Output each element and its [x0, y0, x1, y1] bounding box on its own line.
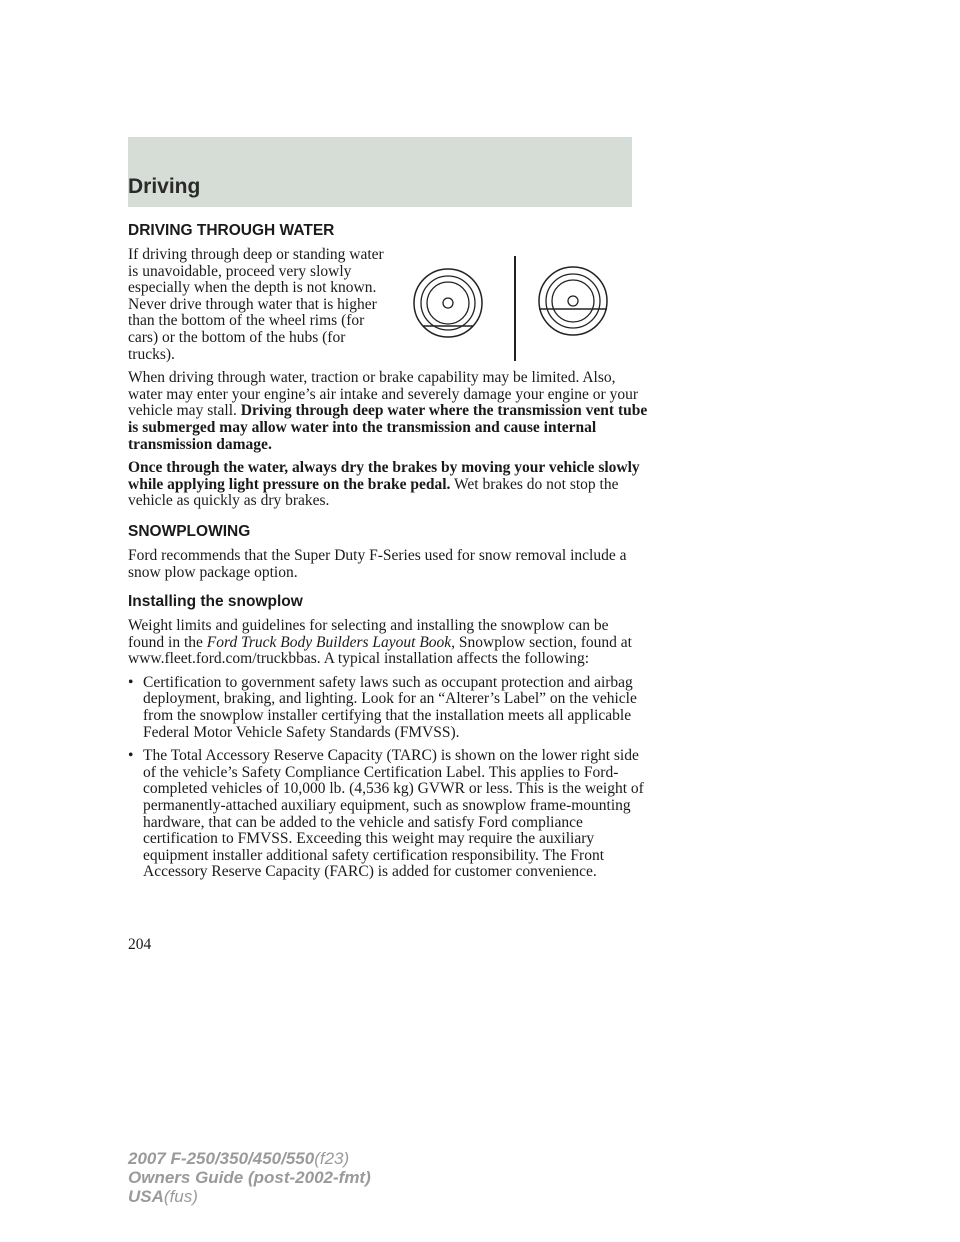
footer-model: 2007 F-250/350/450/550: [128, 1149, 315, 1168]
footer-line-1: [128, 1149, 371, 1168]
wheel-water-level-illustration: [403, 251, 613, 363]
truck-wheel-icon: [539, 267, 607, 335]
page-content: [128, 221, 648, 888]
list-item-text: Certification to government safety laws such as occupant protection and airbag deployment, braking, and lighting. Look for an “Alterer’s Label” on the vehicle from the snowplow installer certifying that the installation meets all applicable Federal Motor Vehicle Safety Standards (FMVSS).: [143, 673, 637, 741]
water-paragraph-2: [128, 370, 648, 453]
install-para-text-a: Weight limits and guidelines for selecting and installing the snowplow can be found in the: [128, 617, 609, 651]
footer-code: (f23): [314, 1149, 350, 1168]
install-book-title: Ford Truck Body Builders Layout Book,: [206, 633, 456, 651]
heading-driving-through-water: DRIVING THROUGH WATER: [128, 222, 335, 239]
water-para2-warning: Driving through deep water where the transmission vent tube is submerged may allow water into the transmission and cause internal transmission damage.: [128, 402, 648, 453]
list-item: [128, 675, 648, 741]
header-band: [128, 137, 632, 207]
page-number: 204: [128, 936, 152, 953]
water-para2-text: When driving through water, traction or brake capability may be limited. Also, water may enter your engine’s air intake and severely damage your engine or your vehicle may stall.: [128, 369, 639, 420]
snowplow-paragraph: Ford recommends that the Super Duty F-Series used for snow removal include a snow plow package option.: [128, 546, 627, 581]
water-paragraph-3: [128, 460, 648, 510]
water-para3-text: Wet brakes do not stop the vehicle as quickly as dry brakes.: [128, 475, 619, 510]
heading-snowplowing: SNOWPLOWING: [128, 522, 251, 540]
list-item-text: The Total Accessory Reserve Capacity (TARC) is shown on the lower right side of the vehicle’s Safety Compliance Certification Label. This applies to Ford-completed vehicles of 10,000 lb. (4,536 kg) GVWR or less. This is the weight of permanently-attached auxiliary equipment, such as snowplow frame-mounting hardware, that can be added to the vehicle and satisfy Ford compliance certification to FMVSS. Exceeding this weight may require the auxiliary equipment installer additional safety certification responsibility. The Front Accessory Reserve Capacity (FARC) is added for customer convenience.: [143, 747, 644, 881]
bullet-icon: •: [128, 747, 134, 765]
water-para3-warning: Once through the water, always dry the brakes by moving your vehicle slowly while applying light pressure on the brake pedal.: [128, 459, 640, 493]
water-intro-paragraph: If driving through deep or standing water is unavoidable, proceed very slowly especially when the depth is not known. Never drive through water that is higher than the bottom of the wheel rims (for cars) or the bottom of the hubs (for trucks).: [128, 246, 384, 363]
footer-line-2: [128, 1168, 371, 1187]
section-title: Driving: [128, 175, 201, 198]
footer-guide: Owners Guide (post-2002-fmt): [128, 1168, 371, 1187]
car-wheel-icon: [414, 269, 482, 337]
install-bullet-list: [128, 675, 648, 881]
footer-market-code: (fus): [163, 1187, 198, 1206]
install-para-text-b: Snowplow section, found at www.fleet.ford.com/truckbbas. A typical installation affects the following:: [128, 633, 632, 668]
document-footer: [128, 1149, 371, 1206]
bullet-icon: •: [128, 673, 134, 691]
install-paragraph: [128, 618, 648, 668]
footer-market: USA: [128, 1187, 164, 1206]
footer-line-3: [128, 1187, 371, 1206]
heading-installing-snowplow: Installing the snowplow: [128, 593, 303, 611]
list-item: [128, 748, 648, 881]
